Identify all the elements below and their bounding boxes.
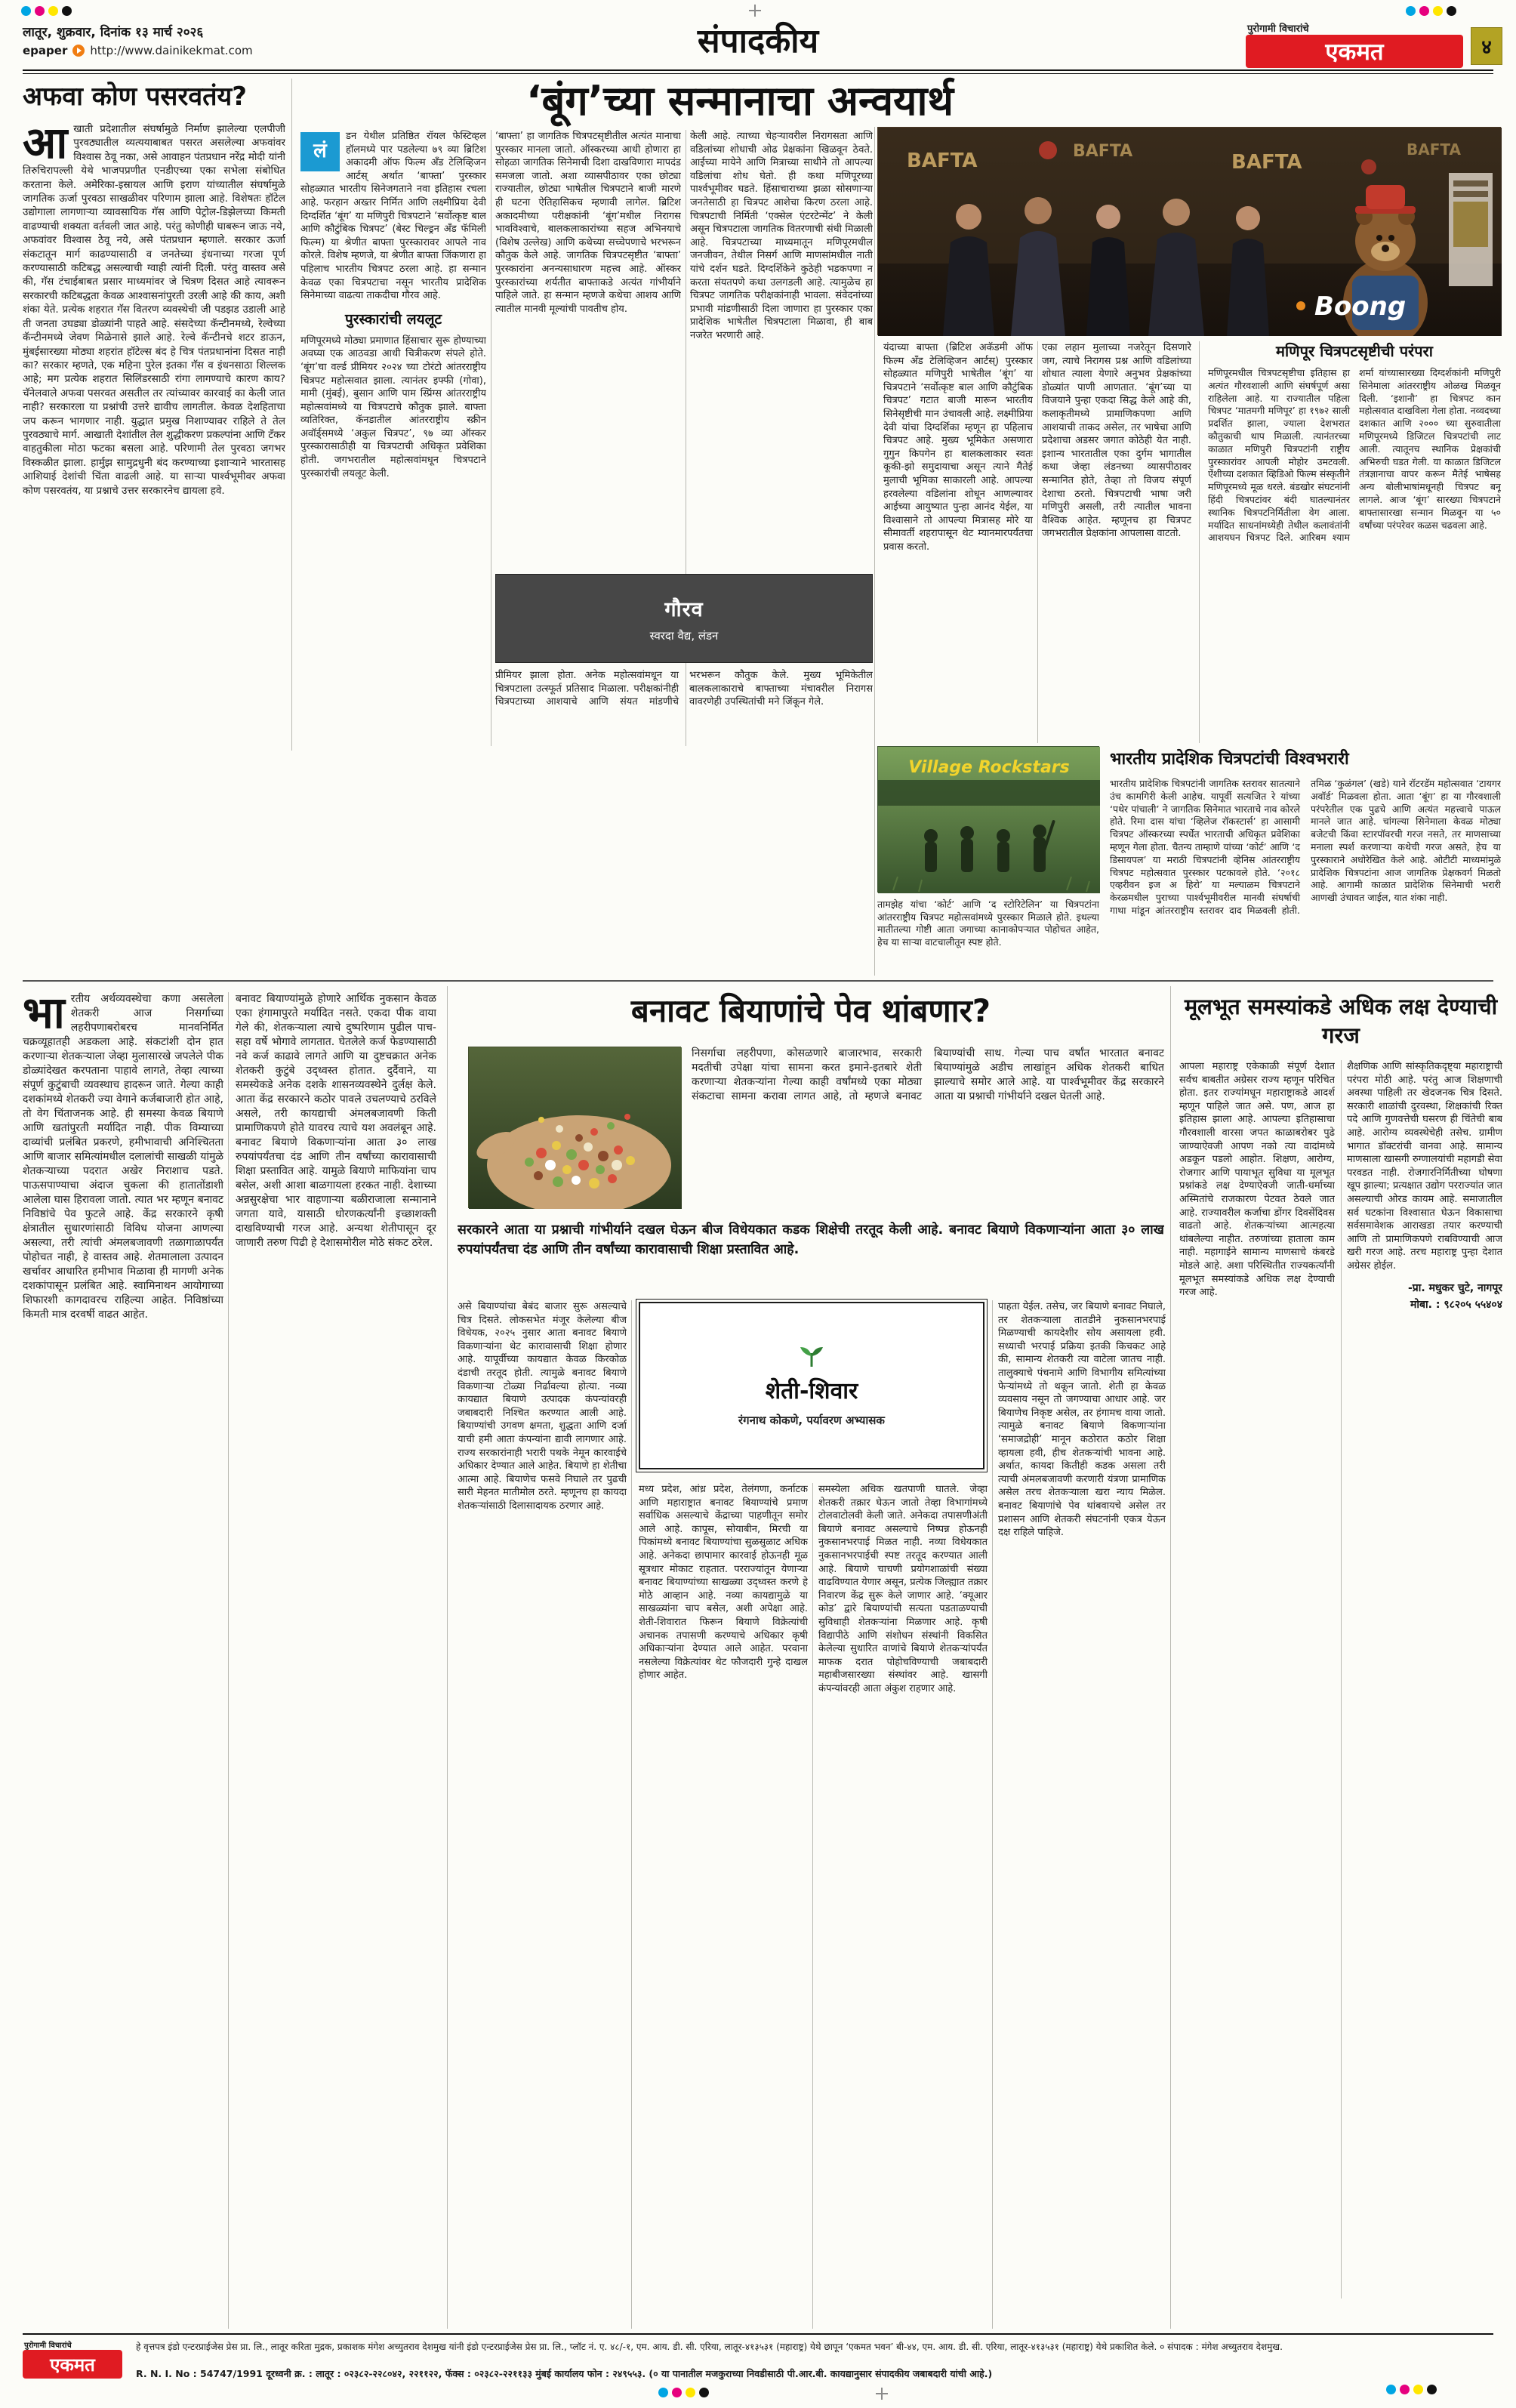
author-signature: -प्रा. मधुकर चुटे, नागपूर — [1407, 1281, 1502, 1294]
footer-masthead-logo: एकमत — [23, 2350, 122, 2379]
footer-rule — [23, 2333, 1493, 2336]
seeds-column-3: समस्येला अधिक खतपाणी घातले. जेव्हा शेतकरी तक्रार घेऊन जातो तेव्हा विभागांमध्ये टोलवाटोलवी केली जाते. अनेकदा तपासणीअंती बियाणे बनावट असल्याचे निष्पन्न होऊनही नुकसानभरपाई मिळत नाही. नव्या विधेयकात नुकसानभरपाईची स्पष्ट तरतूद करण्यात आली आहे. बियाणे चाचणी प्रयोगशाळांची संख्या वाढविण्यात येणार असून, प्रत्येक जिल्ह्यात तक्रार निवारण केंद्र सुरू केले जाणार आहे. ‘क्यूआर कोड’ द्वारे बियाण्यांची सत्यता पडताळण्याची सुविधाही शेतकऱ्यांना मिळणार आहे. कृषी विद्यापीठे आणि संशोधन संस्थांनी विकसित केलेल्या सुधारित वाणांचे बियाणे शेतकऱ्यांपर्यंत माफक दरात पोहोचविण्याची जबाबदारी महाबीजसारख्या संस्थांवर आहे. खासगी कंपन्यांवरही आता अंकुश राहणार आहे. — [818, 1484, 988, 1694]
gaurav-byline: स्वरदा वैद्य, लंडन — [649, 628, 719, 643]
dot-black — [699, 2388, 709, 2397]
farmer-text-1: रतीय अर्थव्यवस्थेचा कणा असलेला शेतकरी आज निसर्गाच्या लहरीपणाबरोबरच मानवनिर्मित चक्रव्यूहातही अडकला आहे. संकटांशी दोन हात करणाऱ्या शेतकऱ्याला जेव्हा मुलासारखे जपलेले पीक डोळ्यांदेखत करपताना पाहावे लागते, तेव्हा त्याच्या संपूर्ण कुटुंबाची व्यवस्थाच हादरून जाते. गेल्या काही दशकांमध्ये शेतकरी ज्या वेगाने कर्जबाजारी होत आहे, तो वेग चिंताजनक आहे. ही समस्या केवळ बियाणे आणि खतांपुरती मर्यादित नाही. पीक विम्याच्या दाव्यांची प्रलंबित प्रकरणे, हमीभावाची अनिश्चितता आणि बाजार समित्यांमधील दलालांची साखळी यांमुळे शेतकऱ्याच्या पदरात अखेर निराशाच पडते. पाऊसपाण्याचा अंदाज चुकला की हातातोंडाशी आलेला घास हिरावला जातो. त्यात भर म्हणून बनावट निविष्ठांचे पेव फुटले आहे. केंद्र सरकारने कृषी क्षेत्रातील सुधारणांसाठी विविध योजना आणल्या असल्या, तरी त्यांची अंमलबजावणी तळागाळापर्यंत पोहोचत नाही, हे वास्तव आहे. शेतमालाला उत्पादन खर्चावर आधारित हमीभाव मिळावा ही मागणी अनेक दशकांपासून प्रलंबित आहे. स्वामिनाथन आयोगाच्या शिफारशी कागदावरच राहिल्या आहेत. निविष्ठांच्या किमती मात्र दरवर्षी वाढत आहेत. — [23, 993, 223, 1321]
farmer-column-2: बनावट बियाण्यांमुळे होणारे आर्थिक नुकसान केवळ एका हंगामापुरते मर्यादित नसते. एकदा पीक वाया गेले की, शेतकऱ्याला त्याचे दुष्परिणाम पुढील पाच-सहा वर्षे भोगावे लागतात. घेतलेले कर्ज फेडण्यासाठी नवे कर्ज काढावे लागते आणि या दुष्टचक्रात अनेक शेतकरी कुटुंबे उद्ध्वस्त होतात. दुर्दैवाने, या समस्येकडे अनेक दशके शासनव्यवस्थेने दुर्लक्ष केले. आता केंद्र सरकारने कठोर पावले उचलण्याचे ठरविले असले, तरी कायद्याची अंमलबजावणी किती प्रामाणिकपणे होते यावरच त्याचे यश अवलंबून आहे. बनावट बियाणे विकणाऱ्यांना आता ३० लाख रुपयांपर्यंतचा दंड आणि तीन वर्षांच्या कारावासाची शिक्षा प्रस्तावित आहे. यामुळे बियाणे माफियांना चाप बसेल, अशी आशा बाळगायला हरकत नाही. देशाच्या अन्नसुरक्षेचा भार वाहणाऱ्या बळीराजाला सन्मानाने जगता यावे, यासाठी धोरणकर्त्यांनी इच्छाशक्ती दाखविण्याची गरज आहे. अन्यथा शेतीपासून दूर जाणारी तरुण पिढी हे देशासमोरील मोठे संकट ठरेल. — [236, 993, 436, 1249]
registration-mark-icon — [876, 2388, 888, 2400]
boong-below-box-text: प्रीमियर झाला होता. अनेक महोत्सवांमधून या चित्रपटाला उत्स्फूर्त प्रतिसाद मिळाला. परीक्षकांनीही चित्रपटाच्या आशयाचे आणि संयत मांडणीचे भरभरून कौतुक केले. मुख्य भूमिकेतील बालकलाकाराचे बाफ्ताच्या मंचावरील निरागस वावरणेही उपस्थितांची मने जिंकून गेले. — [495, 670, 873, 708]
regional-body: भारतीय प्रादेशिक चित्रपटांनी जागतिक स्तरावर सातत्याने उंच कामगिरी केली आहेच. यापूर्वी सत्यजित रे यांच्या ‘पथेर पांचाली’ ने जागतिक सिनेमात भारताचे नाव कोरले होते. रिमा दास यांचा ‘व्हिलेज रॉकस्टार्स’ हा आसामी चित्रपट ऑस्करच्या स्पर्धेत भारताची अधिकृत प्रवेशिका म्हणून गेला होता. चैतन्य ताम्हाणे यांच्या ‘कोर्ट’ आणि ‘द डिसायपल’ या मराठी चित्रपटांनी व्हेनिस आंतरराष्ट्रीय चित्रपट महोत्सवात पुरस्कार पटकावले होते. ‘२०१८ एव्हरीवन इज अ हिरो’ या मल्याळम चित्रपटाने केरळमधील पुराच्या पार्श्वभूमीवरील मानवी संघर्षाची गाथा मांडून आंतरराष्ट्रीय स्तरावर दाद मिळवली होती. तमिळ ‘कुळंगल’ (खडे) याने रॉटरडॅम महोत्सवात ‘टायगर अवॉर्ड’ मिळवला होता. आता ‘बूंग’ हा या गौरवशाली परंपरेतील एक पुढचे आणि अत्यंत महत्त्वाचे पाऊल मानले जात आहे. चांगल्या सिनेमाला केवळ मोठ्या बजेटची किंवा स्टारपॉवरची गरज नसते, तर माणसाच्या मनाला स्पर्श करणाऱ्या कथेची गरज असते, हेच या पुरस्काराने अधोरेखित केले आहे. ओटीटी माध्यमांमुळे प्रादेशिक चित्रपटांना आज जागतिक प्रेक्षकवर्ग मिळतो आहे. आगामी काळात प्रादेशिक सिनेमाची भरारी आणखी उंचावत जाईल, यात शंका नाही. — [1110, 778, 1501, 916]
dot-magenta — [1419, 6, 1429, 16]
column-rule — [1341, 1060, 1342, 2299]
seeds-column-4: पाहता येईल. तसेच, जर बियाणे बनावट निघाले, तर शेतकऱ्याला तातडीने नुकसानभरपाई मिळण्याची कायदेशीर सोय असायला हवी. सध्याची भरपाई प्रक्रिया इतकी किचकट आहे की, सामान्य शेतकरी त्या वाटेला जातच नाही. तालुक्याचे पंचनामे आणि विभागीय समित्यांच्या फेऱ्यांमध्ये तो थकून जातो. शेती हा केवळ व्यवसाय नसून तो जगण्याचा आधार आहे. जर बियाणेच निकृष्ट असेल, तर हंगामच वाया जातो. त्यामुळे बनावट बियाणे विकणाऱ्यांना ‘समाजद्रोही’ मानून कठोरात कठोर शिक्षा व्हायला हवी, हीच शेतकऱ्यांची भावना आहे. अर्थात, कायदा कितीही कडक असला तरी त्याची अंमलबजावणी करणारी यंत्रणा प्रामाणिक असेल तरच शेतकऱ्याला खरा न्याय मिळेल. बनावट बियाणांचे पेव थांबवायचे असेल तर प्रशासन आणि शेतकरी संघटनांनी एकत्र येऊन दक्ष राहिले पाहिजे. — [998, 1301, 1166, 1539]
author-phone: मोबा. : ९८२०५ ५५४०४ — [1410, 1298, 1502, 1311]
footer-rni-line: R. N. I. No : 54747/1991 दूरध्वनी क्र. : लातूर : ०२३८२-२२८०४२, २२११२२, फॅक्स : ०२३८२-२२११३३ मुंबई कार्यालय फोन : २४९५५३. (० या पानातील मजकुराच्या निवडीसाठी पी.आर.बी. कायद्यानुसार संपादकीय जबाबदारी यांची आहे.) — [136, 2368, 993, 2379]
rumors-text: खाती प्रदेशातील संघर्षामुळे निर्माण झालेल्या एलपीजी पुरवठ्यातील व्यत्ययाबाबत पसरत असलेल्या अफवांवर विश्वास ठेवू नका, असे आवाहन पंतप्रधान नरेंद्र मोदी यांनी तिरुचिरापल्ली येथे भाजपप्रणीत एनडीएच्या एका सभेला संबोधित करताना केले. अमेरिका-इस्रायल आणि इराण यांच्यातील संघर्षामुळे जागतिक ऊर्जा पुरवठा साखळीवर परिणाम झाला आहे. विशेषतः हॉटेल उद्योगाला लागणाऱ्या व्यावसायिक गॅस आणि पेट्रोल-डिझेलच्या किमती वाढण्याची शक्यता वर्तवली जात आहे. परंतु कोणीही घाबरून जाऊ नये, अफवांवर विश्वास ठेवू नये, असे पंतप्रधान म्हणाले. सरकार ऊर्जा संकटातून मार्ग काढण्यासाठी व जनतेच्या इंधनाच्या गरजा पूर्ण करण्यासाठी कटिबद्ध असल्याची ग्वाही त्यांनी दिली. परंतु वास्तव असे की, गॅस टंचाईबाबत प्रसार माध्यमांवर जे चित्रण दिसत आहे त्यावरून सरकारची कटिबद्धता केवळ आश्वासनांपुरती उरली आहे की काय, अशी शंका येते. प्रत्येक शहरात गॅस वितरण व्यवस्थेची जी पडझड उडाली आहे ती जनता उघड्या डोळ्यांनी पाहते आहे. संसदेच्या कॅन्टीनमध्ये, रेल्वेच्या कॅन्टीनमध्ये जेवण मिळेनासे झाले आहे. रेल्वे कॅन्टीनचे शटर डाऊन, मुंबईसारख्या मोठ्या शहरांत हॉटेल्स बंद हे चित्र पंतप्रधानांना दिसत नाही का? सरकार म्हणते, एक महिना पुरेल इतका गॅस व इंधनसाठा शिल्लक आहे; मग प्रत्येक शहरात सिलिंडरसाठी रांगा लागण्याचे कारण काय? चॅनेलवाले अफवा पसरवत असतील तर त्यांच्यावर कारवाई का केली जात नाही? सरकारला या प्रश्नांची उत्तरे द्यावीच लागतील. केवळ देशहिताचा जप करून भागणार नाही. युद्धात प्रमुख निशाण्यावर राहिले ते तेल पुरवठ्याचे मार्ग. आखाती देशांतील तेल शुद्धीकरण प्रकल्पांना आणि टँकर वाहतुकीला मोठा फटका बसला आहे. परिणामी तेल पुरवठा जगभर विस्कळीत झाला. हार्मुझ सामुद्रधुनी बंद करण्याच्या इशाऱ्याने भारतासह आशियाई देशांची चिंता वाढली आहे. या साऱ्या पार्श्वभूमीवर अफवा कोण पसरवतंय, या प्रश्नाचे उत्तर सरकारनेच द्यायला हवे. — [23, 123, 285, 497]
column-rule — [1037, 341, 1038, 743]
seeds-standfirst: सरकारने आता या प्रश्नाची गांभीर्याने दखल घेऊन बीज विधेयकात कडक शिक्षेची तरतूद केली आहे. बनावट बियाणे विकणाऱ्यांना आता ३० लाख रुपयांपर्यंतचा दंड आणि तीन वर्षांच्या कारावासाची शिक्षा प्रस्तावित आहे. — [458, 1222, 1164, 1257]
boong-title-overlay: Boong — [1314, 291, 1407, 322]
column-rule — [812, 1483, 813, 2329]
dot-cyan — [658, 2388, 668, 2397]
boong-drop-cap: लं — [300, 132, 340, 171]
column-rule — [1199, 341, 1200, 743]
dot-cyan — [1406, 6, 1416, 16]
seeds-headline: बनावट बियाणांचे पेव थांबणार? — [630, 992, 991, 1029]
manipur-body: मणिपूरमधील चित्रपटसृष्टीचा इतिहास हा अत्यंत गौरवशाली आणि संघर्षपूर्ण असा राहिलेला आहे. या राज्यातील पहिला चित्रपट ‘मातमगी मणिपूर’ हा १९७२ साली प्रदर्शित झाला, ज्याला देशभरात कौतुकाची थाप मिळाली. त्यानंतरच्या काळात मणिपुरी चित्रपटांनी राष्ट्रीय पुरस्कारांवर आपली मोहोर उमटवली. ऐंशीच्या दशकात व्हिडिओ फिल्म संस्कृतीने मणिपूरमध्ये मूळ धरले. बंडखोर संघटनांनी हिंदी चित्रपटांवर बंदी घातल्यानंतर स्थानिक चित्रपटनिर्मितीला वेग आला. मर्यादित साधनांमध्येही तेथील कलावंतांनी आशयघन चित्रपट दिले. आरिबम श्याम शर्मा यांच्यासारख्या दिग्दर्शकांनी मणिपुरी सिनेमाला आंतरराष्ट्रीय ओळख मिळवून दिली. ‘इशानौ’ हा चित्रपट कान महोत्सवात दाखविला गेला होता. नव्वदच्या दशकात आणि २००० च्या सुरुवातीला मणिपूरमध्ये डिजिटल चित्रपटांची लाट आली. त्यातूनच स्थानिक प्रेक्षकांची अभिरुची घडत गेली. या काळात डिजिटल तंत्रज्ञानाचा वापर करून मैतेई भाषेसह अन्य बोलीभाषांमधूनही चित्रपट बनू लागले. आज ‘बूंग’ सारख्या चित्रपटाने बाफ्तासारखा सन्मान मिळवून या ५० वर्षांच्या परंपरेवर कळस चढवला आहे. — [1208, 367, 1501, 544]
manipur-heading: मणिपूर चित्रपटसृष्टीची परंपरा — [1276, 342, 1433, 360]
dot-yellow — [686, 2388, 695, 2397]
column-rule — [291, 79, 292, 751]
epaper-url-link[interactable]: http://www.dainikekmat.com — [90, 44, 253, 57]
boong-mid-column-2: एका लहान मुलाच्या नजरेतून दिसणारे जग, त्याचे निरागस प्रश्न आणि वडिलांच्या शोधात त्याला येणारे अनुभव प्रेक्षकांच्या डोळ्यांत पाणी आणतात. ‘बूंग’च्या या विजयाने पुन्हा एकदा सिद्ध केले आहे की, कलाकृतीमध्ये प्रामाणिकपणा आणि आशयाची ताकद असेल, तर भाषेचा आणि प्रदेशाचा अडसर जगात कोठेही येत नाही. इशान्य भारतातील एका दुर्गम भागातील कथा जेव्हा लंडनच्या व्यासपीठावर सन्मानित होते, तेव्हा तो विजय संपूर्ण देशाचा ठरतो. चित्रपटाची भाषा जरी मणिपुरी असली, तरी त्यातील भावना वैश्विक आहेत. म्हणूनच हा चित्रपट जगभरातील प्रेक्षकांना आपलासा वाटतो. — [1042, 342, 1191, 540]
column-rule — [992, 1300, 993, 2329]
awards-text: मणिपूरमध्ये मोठ्या प्रमाणात हिंसाचार सुरू होण्याच्या अवघ्या एक आठवडा आधी चित्रीकरण संपले होते. ‘बूंग’चा वर्ल्ड प्रीमियर २०२४ च्या टोरंटो आंतरराष्ट्रीय चित्रपट महोत्सवात झाला. त्यानंतर इफ्फी (गोवा), मामी (मुंबई), बुसान आणि पाम स्प्रिंग्स आंतरराष्ट्रीय महोत्सवांमध्ये या चित्रपटाचे कौतुक झाले. बाफ्ता व्यतिरिक्त, कॅनडातील आंतरराष्ट्रीय स्क्रीन अवॉर्ड्समध्ये ‘अकुल चित्रपट’, ९७ व्या ऑस्कर पुरस्कारासाठीही या चित्रपटाची अधिकृत प्रवेशिका होती. जगभरातील महोत्सवांमधून चित्रपटाने पुरस्कारांची लयलूट केली. — [300, 335, 486, 479]
dot-black — [1427, 2385, 1437, 2394]
bafta-logo-text: BAFTA — [1073, 142, 1133, 161]
dot-cyan — [21, 6, 31, 16]
problems-text-2: शैक्षणिक आणि सांस्कृतिकदृष्ट्या महाराष्ट्राची परंपरा मोठी आहे. परंतु आज शिक्षणाची अवस्था पाहिली तर खेदजनक चित्र दिसते. सरकारी शाळांची दुरवस्था, शिक्षकांची रिक्त पदे आणि गुणवत्तेची घसरण ही चिंतेची बाब आहे. आरोग्य व्यवस्थेचेही तसेच. ग्रामीण भागात डॉक्टरांची वानवा आहे. सामान्य माणसाला खासगी रुग्णालयांची महागडी सेवा परवडत नाही. रोजगारनिर्मितीच्या घोषणा खूप झाल्या; प्रत्यक्षात उद्योग परराज्यांत जात असल्याची ओरड कायम आहे. समाजातील सर्व घटकांना विश्वासात घेऊन विकासाचा सर्वसमावेशक आराखडा तयार करण्याची आणि तो प्रामाणिकपणे राबविण्याची आज खरी गरज आहे. तरच महाराष्ट्र पुन्हा देशात अग्रेसर होईल. — [1347, 1061, 1502, 1272]
seeds-intro: निसर्गाचा लहरीपणा, कोसळणारे बाजारभाव, सरकारी मदतीची उपेक्षा यांचा सामना करत इमाने-इतबारे शेती करणाऱ्या शेतकऱ्यांना गेल्या काही वर्षांमध्ये एका मोठ्या संकटाचा सामना करावा लागत आहे, तो म्हणजे बनावट बियाण्यांची साथ. गेल्या पाच वर्षांत भारतात बनावट बियाण्यांमुळे अडीच लाखांहून अधिक शेतकरी बाधित झाल्याचे समोर आले आहे. या पार्श्वभूमीवर केंद्र सरकारने आता या प्रश्नाची गांभीर्याने दखल घेतली आहे. — [692, 1047, 1164, 1102]
dot-yellow — [48, 6, 58, 16]
seeds-column-2: मध्य प्रदेश, आंध्र प्रदेश, तेलंगणा, कर्नाटक आणि महाराष्ट्रात बनावट बियाण्यांचे प्रमाण सर्वाधिक असल्याचे केंद्राच्या पाहणीतून समोर आले आहे. कापूस, सोयाबीन, मिरची या पिकांमध्ये बनावट बियाण्यांचा सुळसुळाट अधिक आहे. अनेकदा छापामार कारवाई होऊनही मूळ सूत्रधार मोकाट राहतात. परराज्यांतून येणाऱ्या बनावट बियाण्यांच्या साखळ्या उद्ध्वस्त करणे हे मोठे आव्हान आहे. नव्या कायद्यामुळे या साखळ्यांना चाप बसेल, अशी अपेक्षा आहे. शेती-शिवारात फिरून बियाणे विक्रेत्यांची अचानक तपासणी करण्याचे अधिकार कृषी अधिकाऱ्यांना देण्यात आले आहेत. परवाना नसलेल्या विक्रेत्यांवर थेट फौजदारी गुन्हे दाखल होणार आहेत. — [639, 1484, 808, 1682]
column-rule — [631, 1300, 632, 2329]
cmyk-dots-top-left — [21, 6, 75, 16]
dot-yellow — [1433, 6, 1443, 16]
footer-masthead-tagline: पुरोगामी विचारांचे — [24, 2342, 72, 2350]
bafta-ceremony-photo — [877, 127, 1501, 335]
dot-cyan — [1386, 2385, 1396, 2394]
farmer-drop-cap: भा — [23, 992, 65, 1038]
bafta-logo-text: BAFTA — [1407, 140, 1461, 159]
cmyk-dots-bottom-center — [658, 2388, 713, 2397]
problems-column-1: आपला महाराष्ट्र एकेकाळी संपूर्ण देशात सर्वच बाबतीत अग्रेसर राज्य म्हणून परिचित होता. इतर राज्यांमधून महाराष्ट्राकडे आदर्श म्हणून पाहिले जात असे. पण, आज हा इतिहास झाला आहे. आपल्या इतिहासाचा गौरवशाली वारसा जपत काळाबरोबर पुढे जाण्याऐवजी आपण नको त्या वादांमध्ये अडकून पडलो आहोत. शिक्षण, आरोग्य, रोजगार आणि पायाभूत सुविधा या मूलभूत प्रश्नांकडे लक्ष देण्याऐवजी जाती-धर्माच्या अस्मितांचे राजकारण पेटवत ठेवले जात आहे. राज्यावरील कर्जाचा डोंगर दिवसेंदिवस वाढतो आहे. शेतकऱ्यांच्या आत्महत्या थांबलेल्या नाहीत. तरुणांच्या हाताला काम नाही. महागाईने सामान्य माणसाचे कंबरडे मोडले आहे. अशा परिस्थितीत राज्यकर्त्यांनी मूलभूत समस्यांकडे अधिक लक्ष देण्याची गरज आहे. — [1179, 1061, 1335, 1299]
seeds-photo — [468, 1047, 681, 1208]
bafta-logo-text: BAFTA — [1231, 151, 1302, 174]
epaper-label: epaper — [23, 44, 68, 57]
dot-black — [1447, 6, 1456, 16]
dot-yellow — [1413, 2385, 1423, 2394]
gaurav-credit-box — [495, 574, 873, 663]
bafta-photo-graphic — [878, 128, 1502, 336]
header-rule — [23, 69, 1493, 74]
column-rule — [874, 127, 875, 976]
edition-date-line: लातूर, शुक्रवार, दिनांक १३ मार्च २०२६ — [23, 25, 204, 40]
rumors-body — [23, 122, 285, 748]
village-rockstars-photo — [877, 746, 1099, 893]
rumors-headline: अफवा कोण पसरवतंय? — [23, 82, 248, 112]
gaurav-title: गौरव — [664, 597, 704, 621]
footer-imprint-line: हे वृत्तपत्र इंडो एन्टरप्राईजेस प्रेस प्रा. लि., लातूर करिता मुद्रक, प्रकाशक मंगेश अच्युतराव देशमुख यांनी इंडो एन्टरप्राईजेस प्रेस प्रा. लि., प्लॉट नं. ए. ४८/-१, एम. आय. डी. सी. एरिया, लातूर-४१३५३१ (महाराष्ट्र) येथे छापून ‘एकमत भवन’ बी-४४, एम. आय. डी. सी. एरिया, लातूर-४१३५३१ (महाराष्ट्र) येथे प्रकाशित केले. ० संपादक : मंगेश अच्युतराव देशमुख. — [136, 2342, 1283, 2352]
farmer-column-1 — [23, 992, 223, 2329]
seeds-photo-graphic — [469, 1047, 682, 1209]
bafta-logo-text: BAFTA — [907, 150, 978, 172]
dot-magenta — [1400, 2385, 1410, 2394]
section-title: संपादकीय — [697, 22, 819, 60]
cmyk-dots-bottom-right — [1386, 2385, 1441, 2394]
rumors-drop-cap: आ — [23, 122, 68, 168]
regional-under-image-text: तामझेह यांचा ‘कोर्ट’ आणि ‘द स्टोरिटेलिन’ या चित्रपटांना आंतरराष्ट्रीय चित्रपट महोत्सवांमध्ये पुरस्कार मिळाले होते. इथल्या मातीतल्या गोष्टी आता जगाच्या कानाकोपऱ्यात पोहोचत आहेत, हेच या साऱ्या वाटचालीतून स्पष्ट होते. — [877, 899, 1099, 948]
column-rule — [228, 992, 229, 2329]
sheti-box-byline: रंगनाथ कोकणे, पर्यावरण अभ्यासक — [738, 1413, 885, 1427]
masthead-logo: एकमत — [1246, 35, 1463, 68]
dot-magenta — [672, 2388, 682, 2397]
page-number: ४ — [1471, 27, 1502, 65]
village-title-text: Village Rockstars — [908, 758, 1070, 777]
village-photo-graphic — [878, 747, 1100, 893]
dot-magenta — [35, 6, 45, 16]
problems-column-2 — [1347, 1060, 1502, 2329]
regional-heading: भारतीय प्रादेशिक चित्रपटांची विश्वभरारी — [1110, 750, 1349, 769]
boong-column-c: केली आहे. त्याच्या चेहऱ्यावरील निरागसता आणि वडिलांच्या शोधाची ओढ प्रेक्षकांना खिळवून ठेवते. आईच्या मायेने आणि मित्राच्या साथीने तो आपल्या वडिलांचा शोध घेतो. ही कथा मणिपूरच्या पार्श्वभूमीवर घडते. हिंसाचाराच्या झळा सोसणाऱ्या जनतेसाठी हा चित्रपट आशेचा किरण ठरला आहे. चित्रपटाची निर्मिती ‘एक्सेल एंटरटेन्मेंट’ ने केली असून चित्रपटाला जागतिक वितरणाची संधी मिळाली आहे. चित्रपटाच्या माध्यमातून मणिपूरमधील जनजीवन, तेथील निसर्ग आणि माणसांमधील नाती यांचे दर्शन घडते. दिग्दर्शिकेने कुठेही भडकपणा न करता संयतपणे कथा उलगडली आहे. त्यामुळेच हा चित्रपट जागतिक परीक्षकांनाही भावला. संवेदनांच्या प्रभावी मांडणीसाठी दिला जाणारा हा पुरस्कार एका प्रादेशिक भाषेतील चित्रपटाला मिळावा, ही बाब नजरेत भरणारी आहे. — [690, 131, 873, 341]
awards-subhead: पुरस्कारांची लयलूट — [344, 310, 442, 328]
seeds-column-1: असे बियाण्यांचा बेबंद बाजार सुरू असल्याचे चित्र दिसते. लोकसभेत मंजूर केलेल्या बीज विधेयक, २०२५ नुसार आता बनावट बियाणे विकणाऱ्यांना थेट कारावासाची शिक्षा होणार आहे. यापूर्वीच्या कायद्यात केवळ किरकोळ दंडाची तरतूद होती. त्यामुळे बनावट बियाणे विकणाऱ्या टोळ्या निर्ढावल्या होत्या. नव्या कायद्यात बियाणे उत्पादक कंपन्यांवरही जबाबदारी निश्चित करण्यात आली आहे. बियाण्यांची उगवण क्षमता, शुद्धता आणि दर्जा याची हमी आता कंपन्यांना द्यावी लागणार आहे. राज्य सरकारांनाही भरारी पथके नेमून कारवाईचे अधिकार देण्यात आले आहेत. बियाणे हा शेतीचा आत्मा आहे. बियाणेच फसवे निघाले तर पुढची सारी मेहनत मातीमोल ठरते. म्हणूनच हा कायदा शेतकऱ्यांसाठी दिलासादायक ठरणार आहे. — [458, 1301, 627, 1512]
boong-lead-text: डन येथील प्रतिष्ठित रॉयल फेस्टिव्हल हॉलमध्ये पार पडलेल्या ७९ व्या ब्रिटिश अकादमी ऑफ फिल्म अँड टेलिव्हिजन आर्टस् अर्थात ‘बाफ्ता’ पुरस्कार सोहळ्यात भारतीय सिनेजगताने नवा इतिहास रचला आहे. फरहान अख्तर निर्मित आणि लक्ष्मीप्रिया देवी दिग्दर्शित ‘बूंग’ या मणिपुरी चित्रपटाने ‘सर्वोत्कृष्ट बाल आणि कौटुंबिक चित्रपट’ (बेस्ट चिल्ड्रन अँड फॅमिली फिल्म) या श्रेणीत बाफ्ता पुरस्कारावर आपले नाव कोरले. विशेष म्हणजे, या श्रेणीत बाफ्ता जिंकणारा हा पहिलाच भारतीय चित्रपट ठरला आहे. हा सन्मान केवळ एका चित्रपटाचा नसून भारतीय प्रादेशिक सिनेमाच्या वाढत्या ताकदीचा गौरव आहे. — [300, 131, 486, 302]
boong-column-b: ‘बाफ्ता’ हा जागतिक चित्रपटसृष्टीतील अत्यंत मानाचा पुरस्कार मानला जातो. ऑस्करच्या आधी होणारा हा सोहळा जागतिक सिनेमाची दिशा दाखविणारा मापदंड समजला जातो. अशा व्यासपीठावर एका छोट्या राज्यातील, छोट्या भाषेतील चित्रपटाने बाजी मारणे ही घटना ऐतिहासिकच म्हणावी लागेल. ब्रिटिश अकादमीच्या परीक्षकांनी ‘बूंग’मधील निरागस भावविश्वाचे, बालकलाकारांच्या सहज अभिनयाचे (विशेष उल्लेख) आणि कथेच्या सच्चेपणाचे भरभरून कौतुक केले आहे. जागतिक चित्रपटसृष्टीत ‘बाफ्ता’ पुरस्कारांना अनन्यसाधारण महत्त्व आहे. ऑस्कर पुरस्कारांच्या शर्यतीत बाफ्ताकडे अत्यंत गांभीर्याने पाहिले जाते. हा सन्मान म्हणजे कथेचा आशय आणि त्यातील मानवी मूल्यांची पावतीच होय. — [495, 131, 681, 315]
sheti-shivar-box — [639, 1302, 984, 1469]
plant-icon — [796, 1344, 827, 1367]
manipur-section — [1208, 341, 1501, 745]
registration-mark-icon — [749, 5, 761, 17]
sheti-box-title: शेती-शिवार — [765, 1377, 858, 1404]
dot-black — [62, 6, 72, 16]
cmyk-dots-top-right — [1406, 6, 1460, 16]
masthead-tagline: पुरोगामी विचारांचे — [1247, 23, 1309, 35]
boong-column-a — [300, 130, 486, 746]
column-rule — [1170, 986, 1171, 2329]
section-divider-rule — [23, 980, 1493, 982]
boong-headline: ‘बूंग’च्या सन्मानाचा अन्वयार्थ — [526, 77, 954, 125]
problems-heading: मूलभूत समस्यांकडे अधिक लक्ष देण्याची गरज — [1184, 994, 1498, 1048]
boong-mid-column-1: यंदाच्या बाफ्ता (ब्रिटिश अकॅडमी ऑफ फिल्म अँड टेलिव्हिजन आर्टस्) पुरस्कार सोहळ्यात मणिपुरी भाषेतील ‘बूंग’ या चित्रपटाने ‘सर्वोत्कृष्ट बाल आणि कौटुंबिक चित्रपट’ गटात बाजी मारून भारतीय सिनेसृष्टीची मान उंचावली आहे. लक्ष्मीप्रिया देवी यांचा दिग्दर्शिका म्हणून हा पहिलाच चित्रपट आहे. मुख्य भूमिकेत असणारा गुगुन किपगेन हा बालकलाकार स्वतः कूकी-झो समुदायाचा असून त्याने मैतेई मुलाची भूमिका साकारली आहे. आपल्या हरवलेल्या वडिलांना शोधून आणल्यावर आईच्या आयुष्यात पुन्हा आनंद येईल, या विश्वासाने तो आपल्या मित्रासह मोरे या सीमावर्ती शहरापासून थेट म्यानमारपर्यंतचा प्रवास करतो. — [883, 342, 1033, 553]
column-rule — [447, 986, 448, 2329]
